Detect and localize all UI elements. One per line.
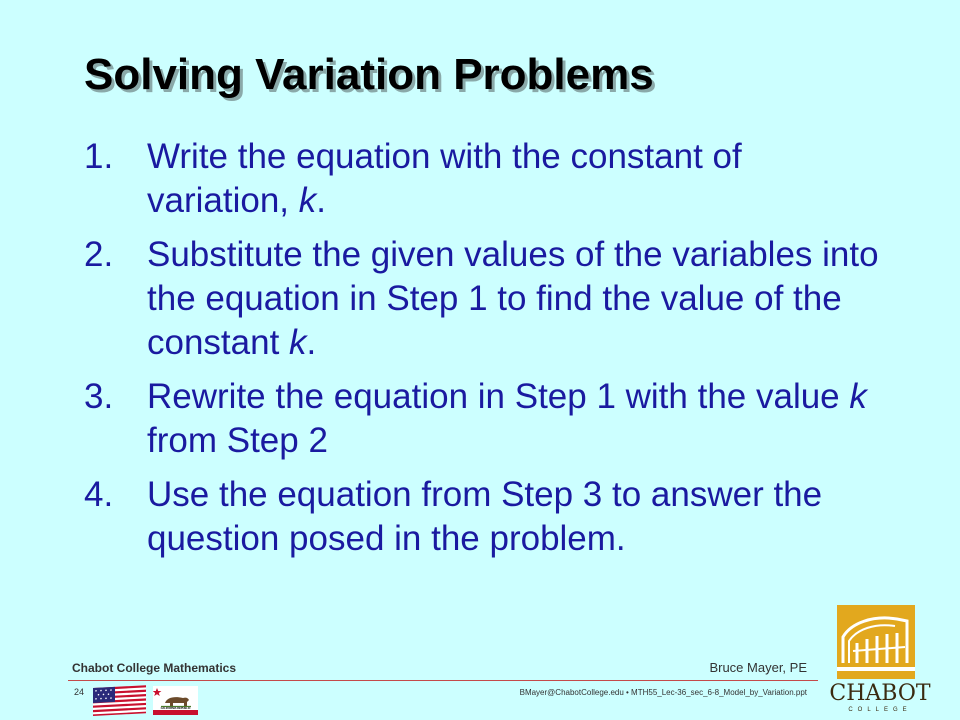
- california-flag-icon: [153, 686, 198, 715]
- steps-list: [84, 135, 884, 571]
- step-text: Substitute the given values of the variables into the equation in Step 1 to find the value of the constant k.: [147, 235, 879, 362]
- step-text: Write the equation with the constant of variation, k.: [147, 137, 742, 220]
- step-item: [84, 375, 884, 463]
- footer-file-info: BMayer@ChabotCollege.edu • MTH55_Lec-36_sec_6-8_Model_by_Variation.ppt: [519, 688, 807, 697]
- footer-divider: [68, 680, 818, 681]
- logo-wordmark: CHABOT: [829, 681, 931, 706]
- step-number: 3.: [84, 377, 114, 416]
- step-item: [84, 233, 884, 365]
- step-number: 4.: [84, 475, 114, 514]
- step-item: [84, 135, 884, 223]
- step-number: 2.: [84, 235, 114, 274]
- step-number: 1.: [84, 137, 114, 176]
- slide-title: Solving Variation Problems: [84, 50, 654, 99]
- slide-number: 24: [74, 687, 85, 697]
- footer-author: Bruce Mayer, PE: [709, 660, 807, 675]
- step-text: Use the equation from Step 3 to answer the question posed in the problem.: [147, 475, 823, 558]
- chabot-college-logo: [825, 603, 935, 716]
- logo-subtitle: COLLEGE: [848, 707, 912, 713]
- footer-course: Chabot College Mathematics: [72, 661, 237, 675]
- step-item: [84, 473, 884, 561]
- step-text: Rewrite the equation in Step 1 with the value k from Step 2: [147, 377, 867, 460]
- chabot-building-icon: [833, 603, 927, 681]
- us-flag-icon: [93, 685, 146, 716]
- svg-text:CALIFORNIA REPUBLIC: CALIFORNIA REPUBLIC: [160, 707, 191, 711]
